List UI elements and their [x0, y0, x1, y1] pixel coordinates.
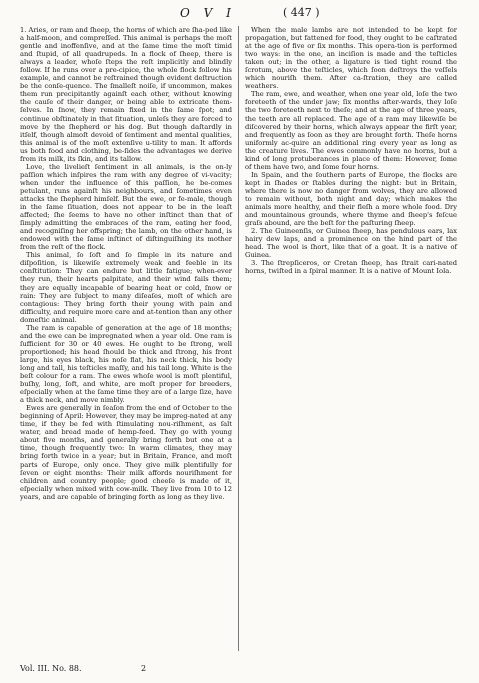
paragraph: This animal, ſo ſoft and ſo ſimple in its nature and diſpoſition, is likewiſe extremely weak and feeble in its conſtitution: They can endure but little fatigue; when-ever they run, their hearts palpitate, and their wind fails them; they are equally incapable of bearing heat or cold, ſnow or rain: They are ſubject to many diſeaſes, moſt of which are contagious: They bring forth their young with pain and difficulty, and require more care and at-tention than any other domeſtic animal. [20, 251, 232, 324]
volume-number: Vol. III. No. 88. [20, 664, 82, 673]
signature-mark: 2 [141, 664, 147, 673]
paragraph: Ewes are generally in ſeaſon from the end of October to the beginning of April: However, they may be impreg-nated at any time, if they be fed with ſtimulating nou-riſhment, as ſalt water, and bread made of hemp-feed. They go with young about five months, and generally bring forth but one at a time, though frequently two: In warm climates, they may bring forth twice in a year; but in Britain, France, and moſt parts of Europe, only once. They give milk plentifully for ſeven or eight months: Their milk affords nouriſhment for children and country people; good cheeſe is made of it, eſpecially when mixed with cow-milk. They live from 10 to 12 years, and are capable of bringing forth as long as they live. [20, 404, 232, 501]
paragraph: 3. The ſtrepſiceros, or Cretan ſheep, has ſtrait cari-nated horns, twiſted in a ſpiral manner. It is a native of Mount Iola. [245, 259, 457, 276]
paragraph: In Spain, and the ſouthern parts of Europe, the flocks are kept in ſhades or ſtables during the night: but in Britain, where there is now no danger from wolves, they are allowed to remain without, both night and day; which makes the animals more healthy, and their fleſh a more whole food. Dry and mountainous grounds, where thyme and ſheep's feſcue graſs abound, are the beſt for the paſturing ſheep. [245, 170, 457, 228]
page-number: ( 447 ) [283, 6, 320, 19]
page-header [0, 6, 479, 22]
paragraph: The ram is capable of generation at the age of 18 months; and the ewe can be impregnated when a year old. One ram is ſufficient for 30 or 40 ewes. He ought to be ſtrong, well proportioned; his head ſhould be thick and ſtrong, his front large, his eyes black, his noſe flat, his neck thick, his body long and tall, his teſticles maſſy, and his tail long. White is the beſt colour for a ram. The ewes whoſe wool is moſt plentiful, buſhy, long, ſoft, and white, are moſt proper for breeders, eſpecially when at the ſame time they are of a large ſize, have a thick neck, and move nimbly. [20, 323, 232, 405]
running-head: O V I [180, 6, 236, 20]
paragraph: 2. The Guineenſis, or Guinea ſheep, has pendulous ears, lax hairy dew laps, and a prominence on the hind part of the head. The wool is ſhort, like that of a goat. It is a native of Guinea. [245, 227, 457, 260]
paragraph: 1. Aries, or ram and ſheep, the horns of which are ſha-ped like a half-moon, and compreſſed. This animal is perhaps the moſt gentle and inoffenſive, and at the ſame time the moſt timid and ſtupid, of all quadrupeds. In a flock of ſheep, there is always a leader, whoſe ſteps the reſt implicitly and blindly follow. If he runs over a pre-cipice, the whole flock follow his example, and cannot be reſtrained though evident deſtruction be the conſe-quence. The ſmalleſt noiſe, if uncommon, makes them run precipitantly againſt each other, without knowing the cauſe of their danger, or being able to extricate them-ſelves. In ſnow, they remain fixed in the ſame ſpot; and continue obſtinately in that ſituation, unleſs they are forced to move by the ſhepherd or his dog. But though daſtardly in itſelf, though almoſt devoid of ſentiment and mental qualities, this animal is of the moſt extenſive u-tility to man. It affords us both food and clothing, be-ſides the advantages we derive from its milk, its ſkin, and its tallow. [20, 26, 232, 163]
paragraph: When the male lambs are not intended to be kept for propagation, but fattened for food, they ought to be caſtrated at the age of five or ſix months. This opera-tion is performed two ways: in the one, an inciſion is made and the teſticles taken out; in the other, a ligature is tied tight round the ſcrotum, above the teſticles, which ſoon deſtroys the veſſels which nouriſh them. After ca-ſtration, they are called weathers. [245, 26, 457, 91]
paragraph: Love, the livelieſt ſentiment in all animals, is the on-ly paſſion which inſpires the ram with any degree of vi-vacity; when under the influence of this paſſion, he be-comes petulant, runs againſt his neighbours, and ſometimes even attacks the ſhepherd himſelf. But the ewe, or fe-male, though in the ſame ſituation, does not appear to be in the leaſt affected; ſhe ſeems to have no other inſtinct than that of ſimply admitting the embraces of the ram, eating her food, and recogniſing her offspring; the lamb, on the other hand, is endowed with the ſame inſtinct of diſtinguiſhing its mother from the reſt of the flock. [20, 162, 232, 252]
column-divider [238, 26, 239, 651]
paragraph: The ram, ewe, and weather, when one year old, loſe the two foreteeth of the under jaw; ſix months after-wards, they loſe the two foreteeth next to theſe; and at the age of three years, the teeth are all replaced. The age of a ram may likewiſe be diſcovered by their horns, which always appear the firſt year, and frequently as ſoon as they are brought forth. Theſe horns uniformly ac-quire an additional ring every year as long as the creature lives. The ewes commonly have no horns, but a kind of long protuberances in place of them: However, ſome of them have two, and ſome four horns. [245, 90, 457, 171]
page-footer [20, 664, 460, 678]
left-column [20, 26, 232, 666]
right-column [245, 26, 457, 356]
